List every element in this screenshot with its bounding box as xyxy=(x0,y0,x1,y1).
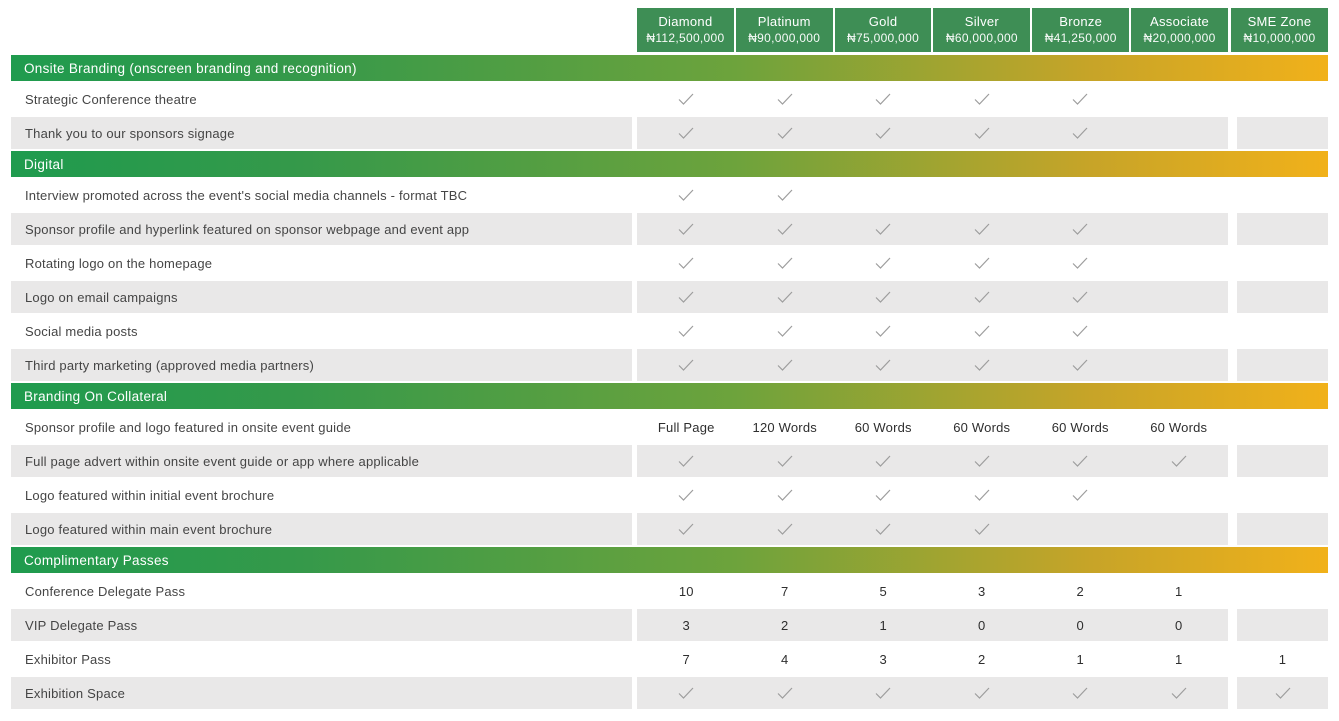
value-cell-diamond xyxy=(637,411,736,443)
check-icon xyxy=(875,127,891,139)
value-text: 1 xyxy=(1278,651,1287,667)
value-text: 7 xyxy=(682,651,690,667)
value-text: 120 Words xyxy=(752,419,817,435)
value-cell-silver xyxy=(933,83,1032,115)
table-row xyxy=(11,349,1328,381)
value-cell-gold xyxy=(834,213,933,245)
table-row xyxy=(11,677,1328,709)
check-icon xyxy=(974,687,990,699)
value-text: 2 xyxy=(781,617,789,633)
value-cell-platinum xyxy=(736,479,835,511)
tier-price: ₦60,000,000 xyxy=(945,30,1018,45)
check-icon xyxy=(777,455,793,467)
value-cell-diamond xyxy=(637,83,736,115)
value-cells xyxy=(637,609,1228,641)
value-cell-sme-zone xyxy=(1237,677,1328,709)
tier-column-header-diamond xyxy=(637,8,734,52)
section-header: Branding On Collateral xyxy=(11,383,1328,409)
feature-label: Rotating logo on the homepage xyxy=(25,255,213,271)
value-cell-platinum xyxy=(736,213,835,245)
value-cell-bronze xyxy=(1031,83,1130,115)
value-cell-associate xyxy=(1130,445,1229,477)
feature-label: Logo on email campaigns xyxy=(11,281,632,313)
check-icon xyxy=(1072,687,1088,699)
value-cell-sme-zone xyxy=(1237,213,1328,245)
value-cell-diamond xyxy=(637,445,736,477)
value-cell-bronze xyxy=(1031,213,1130,245)
check-icon xyxy=(1072,223,1088,235)
value-cell-diamond xyxy=(637,117,736,149)
value-cell-silver xyxy=(933,411,1032,443)
value-text: 3 xyxy=(682,617,690,633)
value-cell-diamond xyxy=(637,677,736,709)
check-icon xyxy=(777,223,793,235)
value-cell-associate xyxy=(1130,281,1229,313)
tier-price: ₦112,500,000 xyxy=(646,30,725,45)
feature-label: Logo featured within initial event brochure xyxy=(25,487,275,503)
check-icon xyxy=(1072,291,1088,303)
value-cell-platinum xyxy=(736,445,835,477)
check-icon xyxy=(777,189,793,201)
tier-name: Gold xyxy=(868,14,898,30)
value-cell-sme-zone xyxy=(1237,117,1328,149)
value-cell-gold xyxy=(834,179,933,211)
value-cells xyxy=(637,315,1228,347)
value-cells xyxy=(637,179,1228,211)
tier-column-header-silver xyxy=(933,8,1030,52)
table-row xyxy=(11,83,1328,115)
value-cells xyxy=(637,479,1228,511)
value-cell-diamond xyxy=(637,247,736,279)
value-text: 10 xyxy=(678,583,694,599)
value-cell-associate xyxy=(1130,315,1229,347)
value-cell-platinum xyxy=(736,117,835,149)
check-icon xyxy=(875,257,891,269)
value-cells xyxy=(637,445,1228,477)
value-cell-gold xyxy=(834,479,933,511)
value-cell-sme-zone xyxy=(1237,575,1328,607)
value-cells xyxy=(637,575,1228,607)
value-cell-gold xyxy=(834,349,933,381)
value-cell-bronze xyxy=(1031,445,1130,477)
check-icon xyxy=(1072,455,1088,467)
value-cell-platinum xyxy=(736,575,835,607)
value-cell-associate xyxy=(1130,643,1229,675)
value-cell-bronze xyxy=(1031,513,1130,545)
value-cell-silver xyxy=(933,643,1032,675)
tier-column-header-bronze xyxy=(1032,8,1129,52)
value-text: 7 xyxy=(781,583,789,599)
value-cell-bronze xyxy=(1031,677,1130,709)
check-icon xyxy=(678,257,694,269)
value-cell-diamond xyxy=(637,179,736,211)
value-cell-silver xyxy=(933,445,1032,477)
check-icon xyxy=(1171,687,1187,699)
value-cell-diamond xyxy=(637,213,736,245)
check-icon xyxy=(1072,257,1088,269)
table-row xyxy=(11,213,1328,245)
table-row xyxy=(11,575,1328,607)
value-cell-gold xyxy=(834,411,933,443)
tier-header-row xyxy=(11,8,1328,52)
check-icon xyxy=(678,189,694,201)
value-text: 4 xyxy=(781,651,789,667)
value-text: 1 xyxy=(879,617,887,633)
tier-price: ₦90,000,000 xyxy=(748,30,821,45)
value-cell-silver xyxy=(933,513,1032,545)
table-sections xyxy=(11,55,1328,709)
tier-name: Platinum xyxy=(757,14,811,30)
value-cell-bronze xyxy=(1031,349,1130,381)
value-cell-gold xyxy=(834,247,933,279)
value-cell-silver xyxy=(933,213,1032,245)
check-icon xyxy=(974,325,990,337)
value-cells xyxy=(637,349,1228,381)
feature-label: Exhibitor Pass xyxy=(25,651,111,667)
feature-label: VIP Delegate Pass xyxy=(11,609,632,641)
value-cell-diamond xyxy=(637,349,736,381)
check-icon xyxy=(678,455,694,467)
check-icon xyxy=(1171,455,1187,467)
value-cells xyxy=(637,83,1228,115)
tier-name: Associate xyxy=(1150,14,1210,30)
value-text: 3 xyxy=(879,651,887,667)
table-row xyxy=(11,609,1328,641)
check-icon xyxy=(777,257,793,269)
value-cell-bronze xyxy=(1031,281,1130,313)
value-cell-bronze xyxy=(1031,117,1130,149)
table-row xyxy=(11,247,1328,279)
value-cell-bronze xyxy=(1031,575,1130,607)
value-cell-bronze xyxy=(1031,179,1130,211)
feature-label: Logo featured within main event brochure xyxy=(11,513,632,545)
value-cell-associate xyxy=(1130,609,1229,641)
value-cell-silver xyxy=(933,179,1032,211)
value-cell-platinum xyxy=(736,179,835,211)
check-icon xyxy=(678,223,694,235)
value-cell-diamond xyxy=(637,643,736,675)
value-cell-platinum xyxy=(736,609,835,641)
check-icon xyxy=(678,325,694,337)
table-row xyxy=(11,315,1328,347)
value-cell-platinum xyxy=(736,643,835,675)
value-cell-gold xyxy=(834,281,933,313)
value-cell-associate xyxy=(1130,349,1229,381)
value-cell-sme-zone xyxy=(1237,83,1328,115)
tier-column-header-gold xyxy=(835,8,932,52)
check-icon xyxy=(678,489,694,501)
check-icon xyxy=(777,93,793,105)
value-cell-associate xyxy=(1130,411,1229,443)
value-cell-gold xyxy=(834,117,933,149)
check-icon xyxy=(678,523,694,535)
value-cell-sme-zone xyxy=(1237,281,1328,313)
value-cell-silver xyxy=(933,349,1032,381)
value-cells xyxy=(637,117,1228,149)
section-header: Complimentary Passes xyxy=(11,547,1328,573)
value-cell-platinum xyxy=(736,513,835,545)
value-text: 1 xyxy=(1175,583,1183,599)
check-icon xyxy=(974,523,990,535)
value-cell-diamond xyxy=(637,315,736,347)
value-cell-platinum xyxy=(736,247,835,279)
value-cell-gold xyxy=(834,315,933,347)
tier-name: Silver xyxy=(964,14,1000,30)
check-icon xyxy=(678,687,694,699)
value-cell-associate xyxy=(1130,575,1229,607)
check-icon xyxy=(1072,359,1088,371)
value-cell-sme-zone xyxy=(1237,247,1328,279)
feature-label: Third party marketing (approved media partners) xyxy=(11,349,632,381)
value-text: 1 xyxy=(1076,651,1084,667)
check-icon xyxy=(875,455,891,467)
value-text: 60 Words xyxy=(854,419,912,435)
value-text: 1 xyxy=(1175,651,1183,667)
table-row xyxy=(11,179,1328,211)
tier-header-cells xyxy=(637,8,1228,52)
tier-price: ₦75,000,000 xyxy=(847,30,920,45)
value-cell-associate xyxy=(1130,179,1229,211)
value-cell-gold xyxy=(834,83,933,115)
check-icon xyxy=(875,523,891,535)
value-cell-gold xyxy=(834,575,933,607)
value-text: 5 xyxy=(879,583,887,599)
check-icon xyxy=(1275,687,1291,699)
table-row xyxy=(11,281,1328,313)
value-cell-associate xyxy=(1130,213,1229,245)
check-icon xyxy=(678,291,694,303)
value-cell-silver xyxy=(933,247,1032,279)
check-icon xyxy=(777,127,793,139)
value-cell-associate xyxy=(1130,513,1229,545)
value-text: 2 xyxy=(1076,583,1084,599)
value-cell-gold xyxy=(834,609,933,641)
value-cell-gold xyxy=(834,677,933,709)
value-cell-platinum xyxy=(736,677,835,709)
check-icon xyxy=(875,223,891,235)
feature-label: Exhibition Space xyxy=(11,677,632,709)
value-text: 60 Words xyxy=(1051,419,1109,435)
tier-name: Bronze xyxy=(1059,14,1103,30)
check-icon xyxy=(875,359,891,371)
check-icon xyxy=(875,489,891,501)
check-icon xyxy=(974,223,990,235)
check-icon xyxy=(974,257,990,269)
table-row xyxy=(11,445,1328,477)
value-cell-associate xyxy=(1130,117,1229,149)
feature-label: Sponsor profile and hyperlink featured on sponsor webpage and event app xyxy=(11,213,632,245)
feature-label: Social media posts xyxy=(25,323,138,339)
value-cell-sme-zone xyxy=(1237,179,1328,211)
value-cell-sme-zone xyxy=(1237,479,1328,511)
value-text: 60 Words xyxy=(1150,419,1208,435)
value-cells xyxy=(637,513,1228,545)
value-cell-platinum xyxy=(736,281,835,313)
tier-column-header-platinum xyxy=(736,8,833,52)
check-icon xyxy=(974,455,990,467)
feature-label: Thank you to our sponsors signage xyxy=(11,117,632,149)
value-cell-diamond xyxy=(637,513,736,545)
value-cell-diamond xyxy=(637,609,736,641)
value-cell-associate xyxy=(1130,83,1229,115)
value-cell-silver xyxy=(933,479,1032,511)
value-cell-bronze xyxy=(1031,315,1130,347)
value-text: 0 xyxy=(1076,617,1084,633)
table-row xyxy=(11,411,1328,443)
value-cell-bronze xyxy=(1031,643,1130,675)
value-cells xyxy=(637,643,1228,675)
value-cell-sme-zone xyxy=(1237,411,1328,443)
value-cell-platinum xyxy=(736,411,835,443)
table-content xyxy=(11,0,1328,709)
feature-label: Interview promoted across the event's social media channels - format TBC xyxy=(25,187,468,203)
table-row xyxy=(11,513,1328,545)
check-icon xyxy=(974,127,990,139)
value-cell-silver xyxy=(933,117,1032,149)
value-cell-silver xyxy=(933,677,1032,709)
tier-name: Diamond xyxy=(658,14,713,30)
tier-name: SME Zone xyxy=(1247,14,1312,30)
value-cell-sme-zone xyxy=(1237,513,1328,545)
value-text: 0 xyxy=(1175,617,1183,633)
table-row xyxy=(11,479,1328,511)
check-icon xyxy=(777,325,793,337)
value-cell-diamond xyxy=(637,575,736,607)
value-cell-bronze xyxy=(1031,247,1130,279)
value-cell-bronze xyxy=(1031,609,1130,641)
check-icon xyxy=(875,291,891,303)
check-icon xyxy=(678,359,694,371)
value-cells xyxy=(637,213,1228,245)
feature-label: Sponsor profile and logo featured in onsite event guide xyxy=(25,419,352,435)
value-cell-associate xyxy=(1130,677,1229,709)
tier-header-spacer xyxy=(11,8,637,52)
check-icon xyxy=(974,93,990,105)
value-text: 3 xyxy=(978,583,986,599)
value-cell-platinum xyxy=(736,315,835,347)
check-icon xyxy=(1072,93,1088,105)
tier-column-header-sme-zone xyxy=(1231,8,1328,52)
value-cell-silver xyxy=(933,315,1032,347)
value-cell-gold xyxy=(834,513,933,545)
feature-label: Full page advert within onsite event guide or app where applicable xyxy=(11,445,632,477)
check-icon xyxy=(777,687,793,699)
tier-column-header-associate xyxy=(1131,8,1228,52)
check-icon xyxy=(1072,325,1088,337)
check-icon xyxy=(678,127,694,139)
check-icon xyxy=(777,359,793,371)
tier-price: ₦10,000,000 xyxy=(1243,30,1316,45)
value-cell-diamond xyxy=(637,281,736,313)
tier-price: ₦20,000,000 xyxy=(1143,30,1216,45)
value-cell-silver xyxy=(933,281,1032,313)
value-cell-gold xyxy=(834,445,933,477)
check-icon xyxy=(777,489,793,501)
check-icon xyxy=(1072,127,1088,139)
value-cell-sme-zone xyxy=(1237,315,1328,347)
value-cell-bronze xyxy=(1031,479,1130,511)
value-cell-associate xyxy=(1130,247,1229,279)
value-cell-sme-zone xyxy=(1237,609,1328,641)
section-header: Onsite Branding (onscreen branding and recognition) xyxy=(11,55,1328,81)
check-icon xyxy=(875,687,891,699)
section-header: Digital xyxy=(11,151,1328,177)
value-cell-silver xyxy=(933,575,1032,607)
table-row xyxy=(11,117,1328,149)
check-icon xyxy=(678,93,694,105)
value-cell-diamond xyxy=(637,479,736,511)
value-cell-sme-zone xyxy=(1237,349,1328,381)
value-cell-platinum xyxy=(736,349,835,381)
value-text: 60 Words xyxy=(953,419,1011,435)
check-icon xyxy=(875,325,891,337)
feature-label: Strategic Conference theatre xyxy=(25,91,197,107)
value-cell-sme-zone xyxy=(1237,643,1328,675)
check-icon xyxy=(875,93,891,105)
value-cells xyxy=(637,281,1228,313)
value-text: Full Page xyxy=(657,419,715,435)
value-cell-silver xyxy=(933,609,1032,641)
value-cells xyxy=(637,411,1228,443)
value-cells xyxy=(637,677,1228,709)
check-icon xyxy=(974,291,990,303)
check-icon xyxy=(777,523,793,535)
check-icon xyxy=(974,489,990,501)
value-cell-bronze xyxy=(1031,411,1130,443)
check-icon xyxy=(974,359,990,371)
value-cell-sme-zone xyxy=(1237,445,1328,477)
value-cell-associate xyxy=(1130,479,1229,511)
value-text: 2 xyxy=(978,651,986,667)
value-text: 0 xyxy=(978,617,986,633)
value-cells xyxy=(637,247,1228,279)
check-icon xyxy=(777,291,793,303)
table-row xyxy=(11,643,1328,675)
feature-label: Conference Delegate Pass xyxy=(25,583,186,599)
value-cell-platinum xyxy=(736,83,835,115)
tier-price: ₦41,250,000 xyxy=(1044,30,1117,45)
value-cell-gold xyxy=(834,643,933,675)
check-icon xyxy=(1072,489,1088,501)
